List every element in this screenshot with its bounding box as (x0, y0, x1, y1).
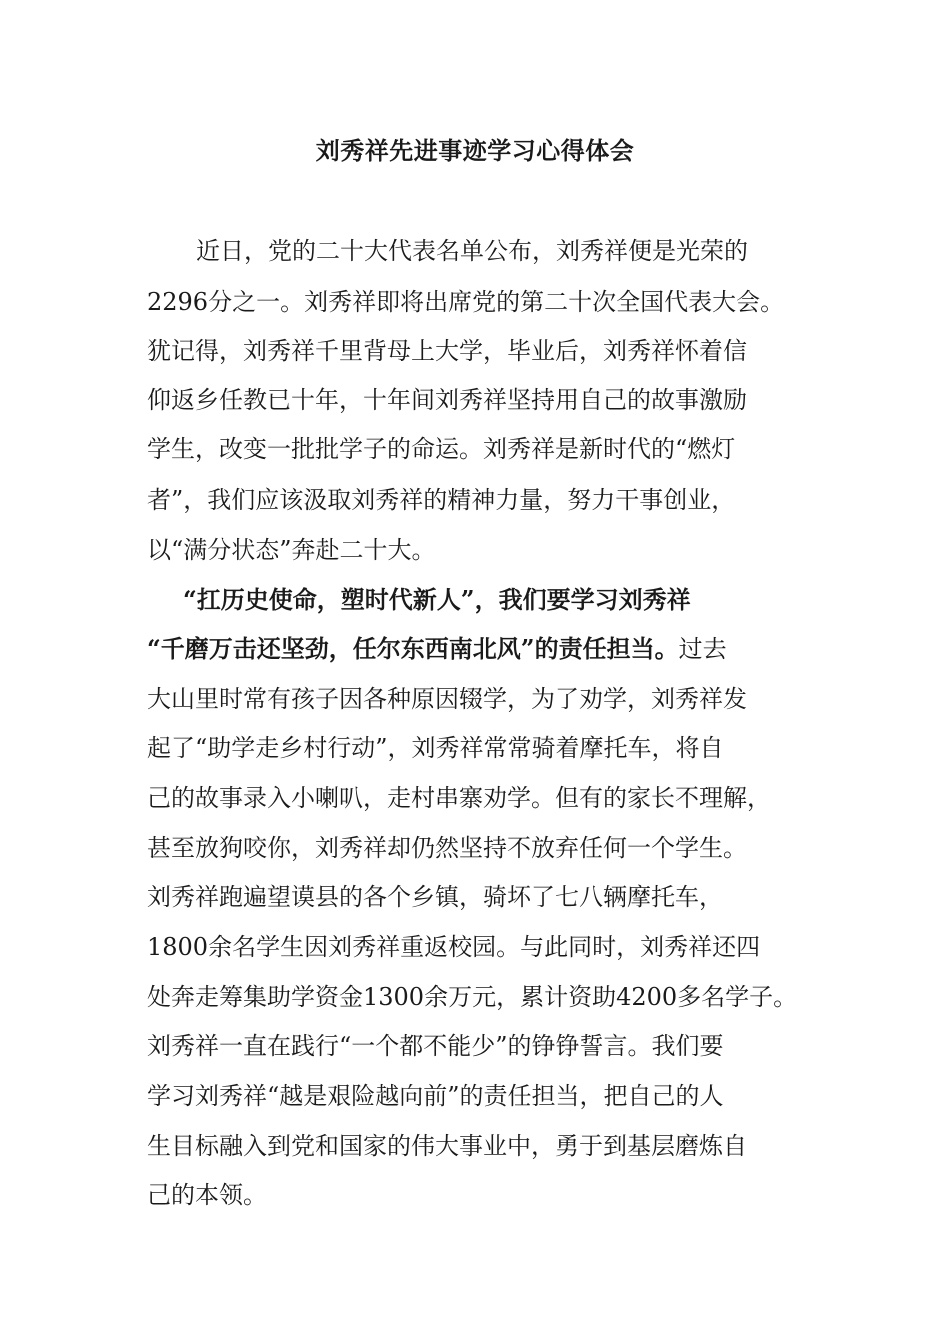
body-line: 己的故事录入小喇叭，走村串寨劝学。但有的家长不理解， (147, 784, 771, 812)
body-line: 2296分之一。刘秀祥即将出席党的第二十次全国代表大会。 (147, 288, 785, 316)
body-line: 者”，我们应该汲取刘秀祥的精神力量，努力干事创业， (147, 486, 736, 514)
body-line: 起了“助学走乡村行动”，刘秀祥常常骑着摩托车，将自 (147, 734, 724, 762)
body-line: 以“满分状态”奔赴二十大。 (147, 536, 436, 564)
body-line: 仰返乡任教已十年，十年间刘秀祥坚持用自己的故事激励 (147, 386, 747, 414)
body-line: 刘秀祥跑遍望谟县的各个乡镇，骑坏了七八辆摩托车， (147, 883, 723, 911)
body-text: 过去 (678, 635, 727, 663)
body-line: 大山里时常有孩子因各种原因辍学，为了劝学，刘秀祥发 (147, 685, 747, 713)
bold-lead-line: “扛历史使命，塑时代新人”，我们要学习刘秀祥 (183, 585, 691, 614)
body-line: 处奔走筹集助学资金1300余万元，累计资助4200多名学子。 (147, 983, 798, 1011)
body-line: 犹记得，刘秀祥千里背母上大学，毕业后，刘秀祥怀着信 (147, 337, 747, 365)
document-title: 刘秀祥先进事迹学习心得体会 (315, 136, 635, 165)
body-line: 刘秀祥一直在践行“一个都不能少”的铮铮誓言。我们要 (147, 1032, 724, 1060)
body-line: 学习刘秀祥“越是艰险越向前”的责任担当，把自己的人 (147, 1082, 724, 1110)
body-line: 生目标融入到党和国家的伟大事业中，勇于到基层磨炼自 (147, 1132, 747, 1160)
bold-lead-text: “千磨万击还坚劲，任尔东西南北风”的责任担当。 (147, 634, 679, 663)
body-line: 甚至放狗咬你，刘秀祥却仍然坚持不放弃任何一个学生。 (147, 834, 747, 862)
body-line: 近日，党的二十大代表名单公布，刘秀祥便是光荣的 (196, 237, 748, 265)
body-line-mixed (147, 634, 727, 664)
body-line: 学生，改变一批批学子的命运。刘秀祥是新时代的“燃灯 (147, 435, 736, 463)
body-line: 己的本领。 (147, 1181, 267, 1209)
body-line: 1800余名学生因刘秀祥重返校园。与此同时，刘秀祥还四 (147, 933, 761, 961)
